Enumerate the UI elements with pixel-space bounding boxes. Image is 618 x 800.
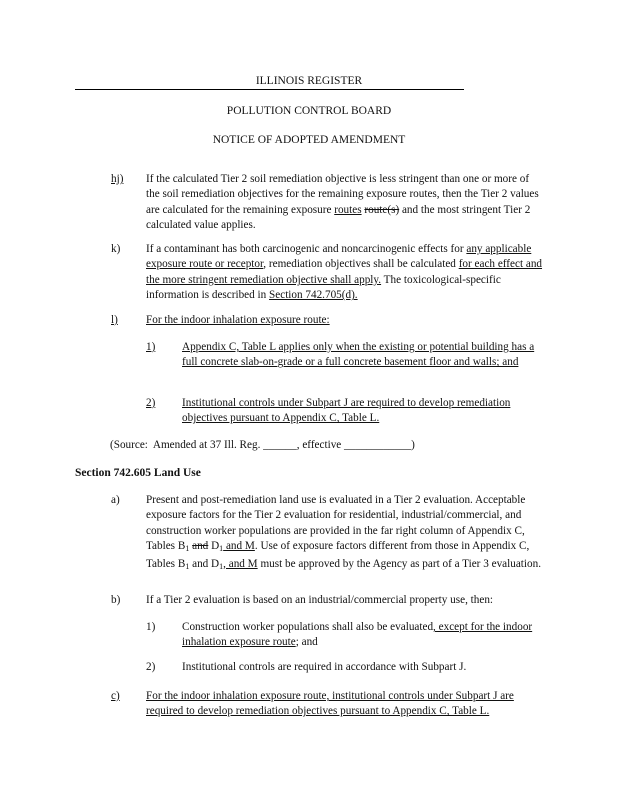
item-hj-label: hj): [111, 173, 124, 185]
section-b1-text: Construction worker populations shall also be evaluated, except for the indoor inhalation exposure route; and: [182, 621, 533, 649]
section-a-label: a): [111, 494, 120, 506]
item-hj-text: If the calculated Tier 2 soil remediation objective is less stringent than one or more of the soil remediation objectives for the remaining exposure routes, then the Tier 2 values are calculated for the remaining exposure routes route(s) and the most stringent Tier 2 calculated value applies.: [146, 173, 539, 232]
section-b2-label: 2): [146, 661, 156, 673]
item-l2-label: 2): [146, 397, 156, 409]
item-l-text: For the indoor inhalation exposure route:: [146, 314, 330, 326]
item-k-label: k): [111, 243, 121, 255]
notice-title: NOTICE OF ADOPTED AMENDMENT: [212, 134, 406, 146]
section-b1-label: 1): [146, 621, 156, 633]
section-b2-text: Institutional controls are required in accordance with Subpart J.: [182, 661, 467, 673]
item-l1-text: Appendix C, Table L applies only when the existing or potential building has a full concrete slab-on-grade or a full concrete basement floor and walls; and: [182, 341, 535, 369]
section-b-label: b): [111, 594, 121, 606]
section-a-text: Present and post-remediation land use is evaluated in a Tier 2 evaluation. Acceptable exposure factors for the Tier 2 evaluation for residential, industrial/commercial, and construction worker populations are provided in the far right column of Appendix C, Tables $B_1$ and $D_1$ and M. Use of exposure factors different from those in Appendix C, Tables $B_1$ and $D_1$, and M must be approved by the Agency as part of a Tier 3 evaluation.: [146, 494, 541, 571]
section-heading: Section 742.605 Land Use: [75, 467, 201, 479]
section-c-text: For the indoor inhalation exposure route, institutional controls under Subpart J are required to develop remediation objectives pursuant to Appendix C, Table L.: [146, 690, 514, 718]
source-note: (Source: Amended at 37 Ill. Reg. ______, effective ____________): [110, 439, 415, 451]
register-title: ILLINOIS REGISTER: [255, 75, 363, 87]
header-rule: [75, 89, 464, 90]
item-l-label: l): [111, 314, 118, 326]
board-title: POLLUTION CONTROL BOARD: [226, 105, 392, 117]
item-l1-label: 1): [146, 341, 156, 353]
item-k-text: If a contaminant has both carcinogenic and noncarcinogenic effects for any applicable exposure route or receptor, remediation objectives shall be calculated for each effect and the more stringent remediation objective shall apply. The toxicological-specific information is described in Section 742.705(d).: [146, 243, 543, 302]
section-c-label: c): [111, 690, 120, 702]
section-b-text: If a Tier 2 evaluation is based on an industrial/commercial property use, then:: [146, 594, 494, 606]
item-l2-text: Institutional controls under Subpart J are required to develop remediation objectives pursuant to Appendix C, Table L.: [182, 397, 511, 425]
